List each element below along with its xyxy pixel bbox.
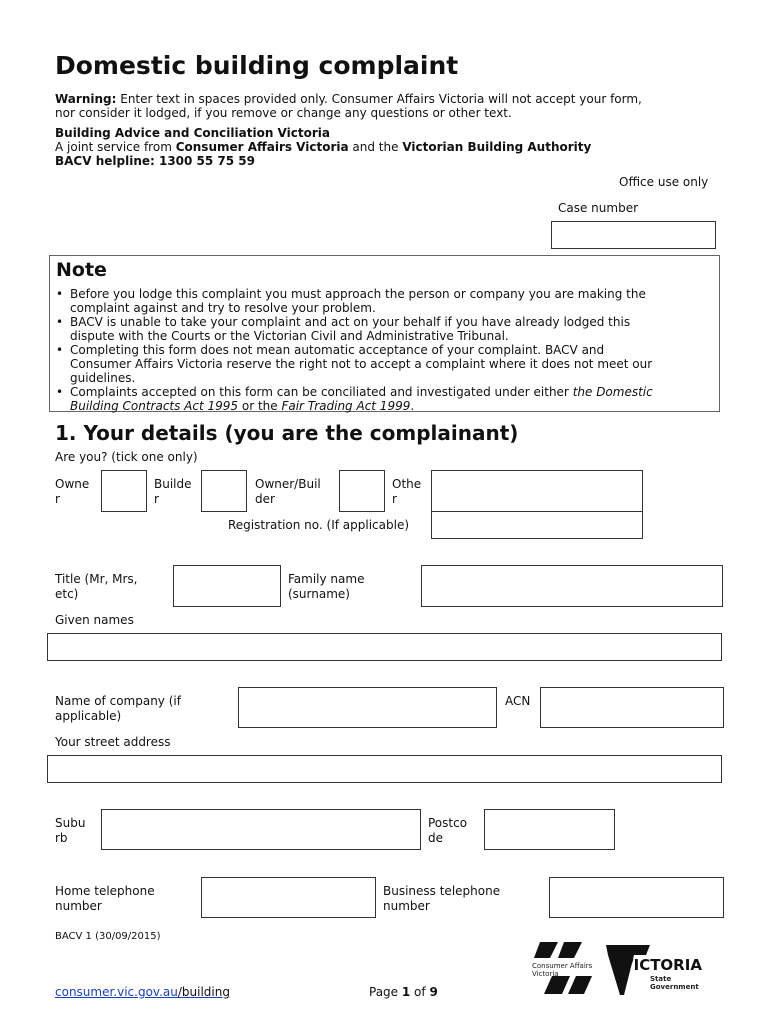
- acn-label: ACN: [505, 694, 531, 708]
- note-list: [56, 287, 706, 413]
- registration-field[interactable]: [431, 511, 643, 539]
- postcode-label: Postco de: [428, 816, 468, 845]
- company-field[interactable]: [238, 687, 497, 728]
- other-field[interactable]: [431, 470, 643, 512]
- warning-label: Warning:: [55, 92, 117, 106]
- bullet-2: •: [56, 315, 64, 329]
- bullet-1: •: [56, 287, 64, 301]
- helpline: BACV helpline: 1300 55 75 59: [55, 154, 256, 168]
- warning-text-1: Enter text in spaces provided only. Consumer Affairs Victoria will not accept your form,: [116, 92, 642, 106]
- org-name: Building Advice and Conciliation Victoria: [55, 126, 330, 140]
- case-number-field[interactable]: [551, 221, 716, 249]
- title-label: Title (Mr, Mrs, etc): [55, 572, 138, 601]
- joint-and: and the: [348, 140, 403, 154]
- office-use-label: Office use only: [619, 175, 709, 189]
- joint-org-1: Consumer Affairs Victoria: [175, 140, 349, 154]
- note-item-2: • BACV is unable to take your complaint and act on your behalf if you have already lodged this dispute with the Courts or the Victorian Civil and Administrative Tribunal.: [56, 315, 631, 343]
- note-item-1: • Before you lodge this complaint you must approach the person or company you are making the complaint against and try to resolve your problem.: [56, 287, 646, 315]
- business-telephone-field[interactable]: [549, 877, 724, 918]
- victoria-wordmark: VICTORIA: [622, 956, 702, 974]
- suburb-label: Subu rb: [55, 816, 86, 845]
- owner-builder-label: Owner/Buil der: [255, 477, 321, 506]
- note-heading: Note: [56, 259, 107, 281]
- owner-builder-checkbox[interactable]: [339, 470, 385, 512]
- builder-label: Builde r: [154, 477, 192, 506]
- owner-checkbox[interactable]: [101, 470, 147, 512]
- street-address-field[interactable]: [47, 755, 722, 783]
- given-names-field[interactable]: [47, 633, 722, 661]
- registration-label: Registration no. (If applicable): [228, 518, 410, 532]
- footer-link[interactable]: consumer.vic.gov.au/building: [55, 985, 230, 999]
- cav-logo: [530, 940, 596, 998]
- acn-field[interactable]: [540, 687, 724, 728]
- section-1-heading: 1. Your details (you are the complainant): [55, 421, 519, 445]
- joint-org-2: Victorian Building Authority: [402, 140, 592, 154]
- cav-logo-text: Consumer Affairs Victoria: [532, 962, 593, 978]
- family-name-field[interactable]: [421, 565, 723, 607]
- builder-checkbox[interactable]: [201, 470, 247, 512]
- bullet-4: •: [56, 385, 64, 399]
- page-indicator: Page 1 of 9: [369, 985, 438, 999]
- bullet-3: •: [56, 343, 64, 357]
- note-item-4: • Complaints accepted on this form can be conciliated and investigated under either the Domestic Building Contracts Act 1995 or the Fair Trading Act 1999.: [56, 385, 653, 413]
- state-government-text: State Government: [650, 975, 699, 991]
- business-telephone-label: Business telephone number: [383, 884, 501, 913]
- street-address-label: Your street address: [55, 735, 171, 749]
- home-telephone-field[interactable]: [201, 877, 376, 918]
- case-number-label: Case number: [558, 201, 639, 215]
- vic-gov-logo: [606, 945, 706, 997]
- warning-line-1: [55, 92, 642, 106]
- postcode-field[interactable]: [484, 809, 615, 850]
- family-name-label: Family name (surname): [288, 572, 365, 601]
- warning-line-2: nor consider it lodged, if you remove or change any questions or other text.: [55, 106, 512, 120]
- suburb-field[interactable]: [101, 809, 421, 850]
- note-item-3: • Completing this form does not mean automatic acceptance of your complaint. BACV and Consumer Affairs Victoria reserve the right not to accept a complaint where it does not meet our guidelines.: [56, 343, 653, 385]
- home-telephone-label: Home telephone number: [55, 884, 155, 913]
- company-label: Name of company (if applicable): [55, 694, 181, 723]
- note-box: [49, 255, 720, 412]
- given-names-label: Given names: [55, 613, 134, 627]
- page-title: Domestic building complaint: [55, 51, 459, 80]
- other-label: Othe r: [392, 477, 422, 506]
- joint-prefix: A joint service from: [55, 140, 176, 154]
- form-code: BACV 1 (30/09/2015): [55, 931, 161, 942]
- are-you-label: Are you? (tick one only): [55, 450, 198, 464]
- title-field[interactable]: [173, 565, 281, 607]
- owner-label: Owne r: [55, 477, 90, 506]
- joint-service: [55, 140, 591, 154]
